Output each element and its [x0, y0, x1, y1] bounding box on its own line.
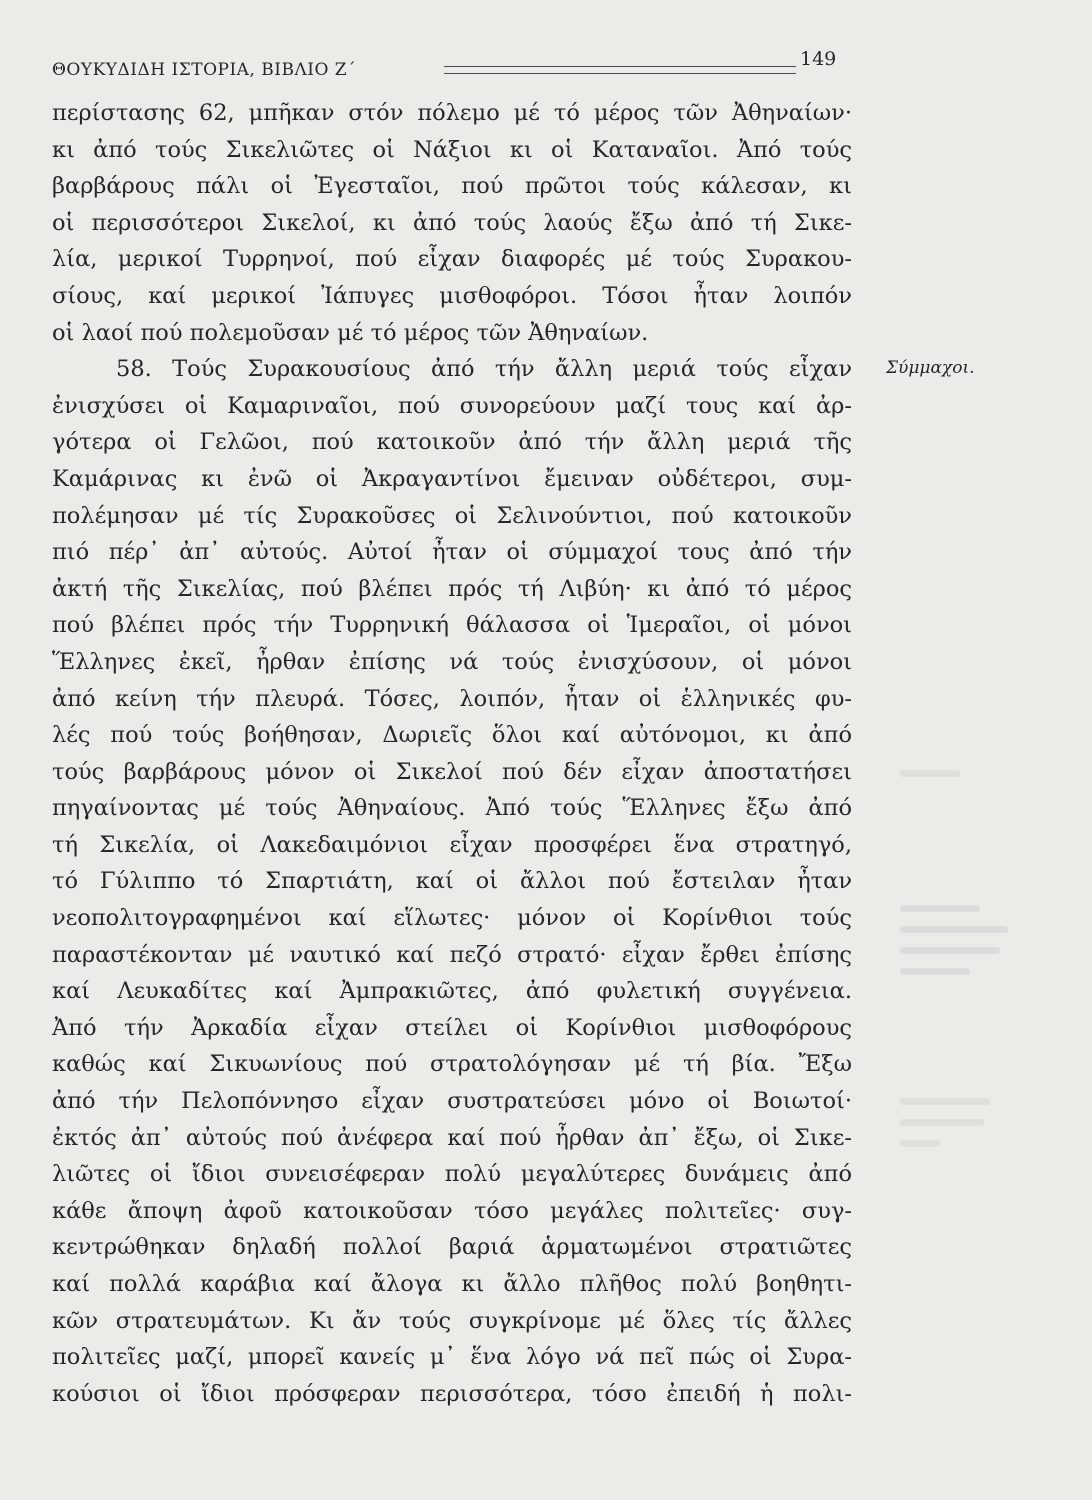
margin-note: Σύμμαχοι. — [886, 358, 975, 378]
text-line: βαρβάρους πάλι οἱ Ἐγεσταῖοι, πού πρῶτοι τούς κάλεσαν, κι — [52, 173, 852, 200]
page-number: 149 — [800, 48, 837, 70]
bleed-through-marks — [900, 770, 960, 791]
text-line: Καμάρινας κι ἐνῶ οἱ Ἀκραγαντίνοι ἔμειναν οὐδέτεροι, συμ- — [52, 465, 852, 492]
faint-mark — [900, 1140, 940, 1147]
text-line: καί πολλά καράβια καί ἄλογα κι ἄλλο πλῆθος πολύ βοηθητι- — [52, 1271, 852, 1297]
text-line: Ἕλληνες ἐκεῖ, ἦρθαν ἐπίσης νά τούς ἐνισχύσουν, οἱ μόνοι — [52, 648, 852, 675]
text-line: οἱ λαοί πού πολεμοῦσαν μέ τό μέρος τῶν Ἀθηναίων. — [52, 319, 649, 346]
text-line: Ἀπό τήν Ἀρκαδία εἶχαν στείλει οἱ Κορίνθιοι μισθοφόρους — [52, 1014, 852, 1041]
text-line: ἀκτή τῆς Σικελίας, πού βλέπει πρός τή Λιβύη· κι ἀπό τό μέρος — [52, 575, 852, 602]
text-line: ἀπό τήν Πελοπόννησο εἶχαν συστρατεύσει μόνο οἱ Βοιωτοί· — [52, 1088, 852, 1115]
text-line: τή Σικελία, οἱ Λακεδαιμόνιοι εἶχαν προσφέρει ἕνα στρατηγό, — [52, 831, 852, 858]
text-line: καί Λευκαδίτες καί Ἀμπρακιῶτες, ἀπό φυλετική συγγένεια. — [52, 978, 852, 1005]
faint-mark — [900, 947, 1000, 954]
faint-mark — [900, 926, 1008, 933]
text-line: πιό πέρ᾽ ἀπ᾽ αὐτούς. Αὐτοί ἦταν οἱ σύμμαχοί τους ἀπό τήν — [52, 539, 852, 566]
text-line: λία, μερικοί Τυρρηνοί, πού εἶχαν διαφορές μέ τούς Συρακου- — [52, 246, 852, 273]
text-line: ἐκτός ἀπ᾽ αὐτούς πού ἀνέφερα καί πού ἦρθαν ἀπ᾽ ἔξω, οἱ Σικε- — [52, 1124, 852, 1151]
text-line: ἀπό κείνη τήν πλευρά. Τόσες, λοιπόν, ἦταν οἱ ἑλληνικές φυ- — [52, 685, 852, 712]
text-line: κάθε ἄποψη ἀφοῦ κατοικοῦσαν τόσο μεγάλες πολιτεῖες· συγ- — [52, 1197, 852, 1224]
text-line: παραστέκονταν μέ ναυτικό καί πεζό στρατό· εἶχαν ἔρθει ἐπίσης — [52, 941, 852, 968]
text-line: πολιτεῖες μαζί, μπορεῖ κανείς μ᾽ ἕνα λόγο νά πεῖ πώς οἱ Συρα- — [52, 1344, 852, 1371]
faint-mark — [900, 1098, 990, 1105]
text-line: τό Γύλιππο τό Σπαρτιάτη, καί οἱ ἄλλοι πού ἔστειλαν ἦταν — [52, 868, 852, 895]
section-start-line: 58. Τούς Συρακουσίους ἀπό τήν ἄλλη μεριά τούς εἶχαν — [116, 356, 852, 383]
text-line: πηγαίνοντας μέ τούς Ἀθηναίους. Ἀπό τούς Ἕλληνες ἔξω ἀπό — [52, 795, 852, 822]
text-line: τούς βαρβάρους μόνον οἱ Σικελοί πού δέν εἶχαν ἀποστατήσει — [52, 758, 852, 785]
text-line: κι ἀπό τούς Σικελιῶτες οἱ Νάξιοι κι οἱ Καταναῖοι. Ἀπό τούς — [52, 136, 852, 163]
running-header — [52, 44, 842, 84]
faint-mark — [900, 770, 960, 777]
text-line: λές πού τούς βοήθησαν, Δωριεῖς ὅλοι καί αὐτόνομοι, κι ἀπό — [52, 722, 852, 749]
text-line: οἱ περισσότεροι Σικελοί, κι ἀπό τούς λαούς ἔξω ἀπό τή Σικε- — [52, 209, 852, 236]
text-line: περίστασης 62, μπῆκαν στόν πόλεμο μέ τό μέρος τῶν Ἀθηναίων· — [52, 100, 852, 126]
text-line: κεντρώθηκαν δηλαδή πολλοί βαριά ἁρματωμένοι στρατιῶτες — [52, 1234, 852, 1261]
text-line: πολέμησαν μέ τίς Συρακοῦσες οἱ Σελινούντιοι, πού κατοικοῦν — [52, 502, 852, 529]
text-line: σίους, καί μερικοί Ἰάπυγες μισθοφόροι. Τόσοι ἦταν λοιπόν — [52, 282, 852, 309]
text-line: λιῶτες οἱ ἴδιοι συνεισέφεραν πολύ μεγαλύτερες δυνάμεις ἀπό — [52, 1161, 852, 1188]
text-line: γότερα οἱ Γελῶοι, πού κατοικοῦν ἀπό τήν ἄλλη μεριά τῆς — [52, 429, 852, 456]
bleed-through-marks — [900, 905, 1008, 989]
text-line: νεοπολιτογραφημένοι καί εἵλωτες· μόνον οἱ Κορίνθιοι τούς — [52, 905, 852, 932]
header-double-rule — [444, 66, 796, 74]
body-text — [52, 95, 852, 1412]
bleed-through-marks — [900, 1098, 990, 1161]
faint-mark — [900, 1119, 984, 1126]
text-line: ἐνισχύσει οἱ Καμαριναῖοι, πού συνορεύουν μαζί τους καί ἀρ- — [52, 392, 852, 419]
text-line: πού βλέπει πρός τήν Τυρρηνική θάλασσα οἱ Ἱμεραῖοι, οἱ μόνοι — [52, 612, 852, 639]
faint-mark — [900, 968, 970, 975]
text-line: κούσιοι οἱ ἴδιοι πρόσφεραν περισσότερα, τόσο ἐπειδή ἡ πολι- — [52, 1380, 852, 1407]
text-line: καθώς καί Σικυωνίους πού στρατολόγησαν μέ τή βία. Ἔξω — [52, 1051, 852, 1078]
running-title: ΘΟΥΚΥΔΙΔΗ ΙΣΤΟΡΙΑ, ΒΙΒΛΙΟ Ζ΄ — [52, 60, 357, 80]
faint-mark — [900, 905, 980, 912]
text-line: κῶν στρατευμάτων. Κι ἄν τούς συγκρίνομε μέ ὅλες τίς ἄλλες — [52, 1307, 852, 1334]
